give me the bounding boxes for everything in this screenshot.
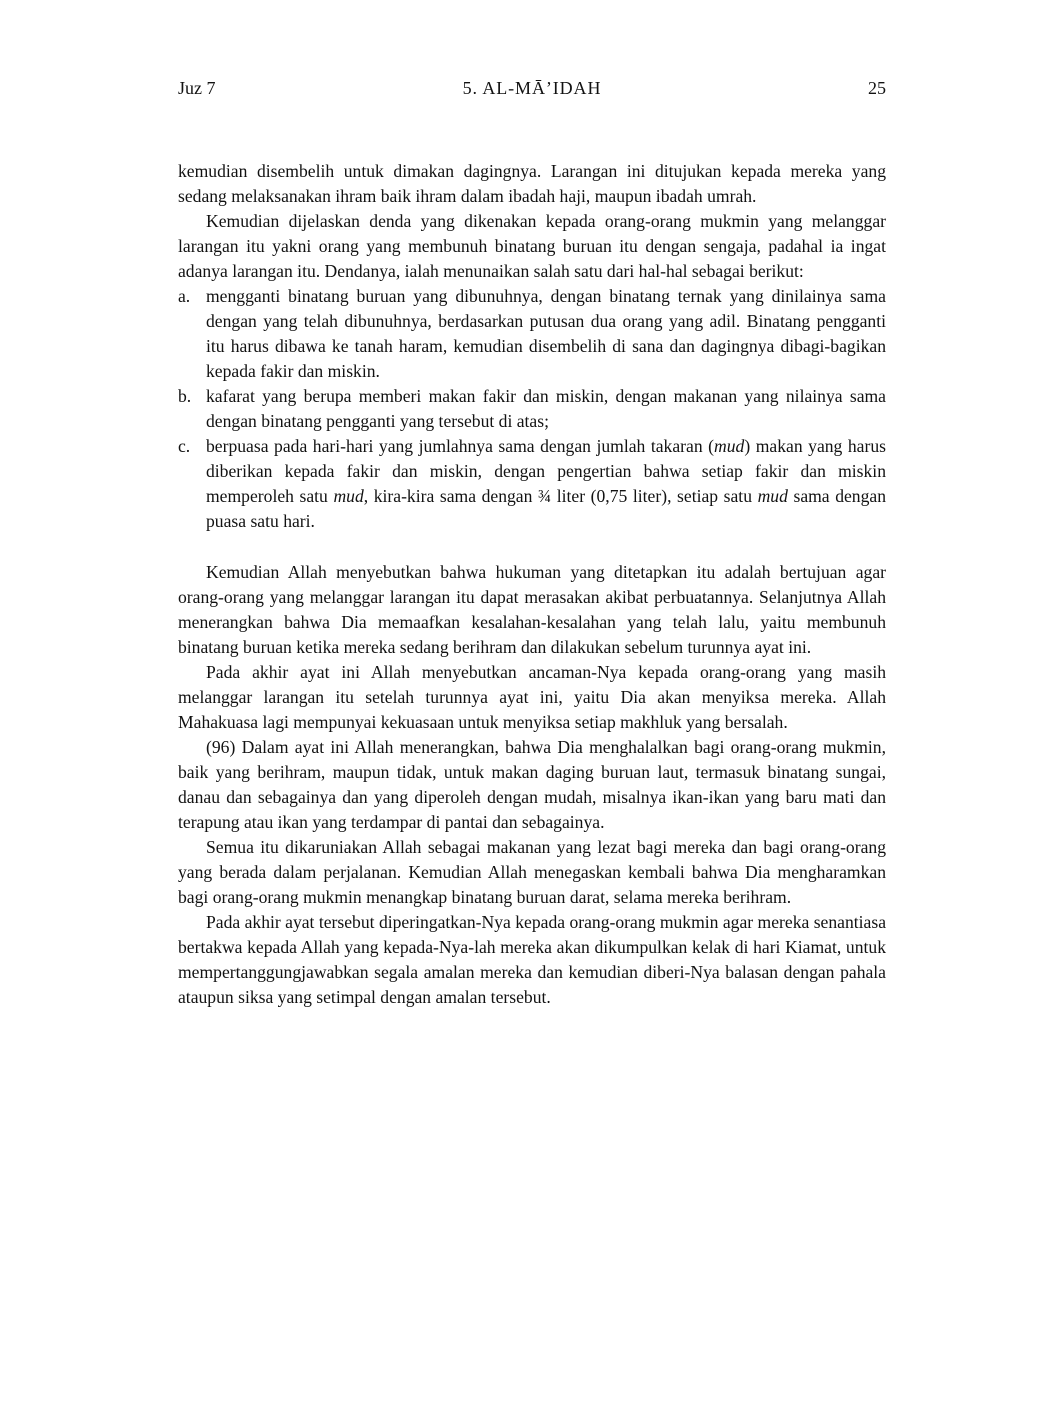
list-marker: c. [178, 436, 191, 456]
paragraph [178, 209, 886, 284]
text-run: Pada akhir ayat tersebut diperingatkan-Nya kepada orang-orang mukmin agar mereka senantiasa bertakwa kepada Allah yang kepada-Nya-lah mereka akan dikumpulkan kelak di hari Kiamat, untuk mempertanggungjawabkan segala amalan mereka dan kemudian diberi-Nya balasan dengan pahala ataupun siksa yang setimpal dengan amalan tersebut. [178, 912, 887, 1007]
paragraph [178, 660, 886, 735]
list-item [178, 434, 886, 534]
surah-title: 5. AL-MĀ’IDAH [462, 78, 602, 98]
text-run: berpuasa pada hari-hari yang jumlahnya sama dengan jumlah takaran ( [206, 436, 715, 456]
list-item [178, 284, 886, 384]
paragraph [178, 560, 886, 660]
page-header [178, 78, 886, 99]
list-item [178, 384, 886, 434]
text-run: mengganti binatang buruan yang dibunuhnya, dengan binatang ternak yang dinilainya sama dengan yang telah dibunuhnya, berdasarkan putusan dua orang yang adil. Binatang pengganti itu harus dibawa ke tanah haram, kemudian disembelih di sana dan dagingnya dibagi-bagikan kepada fakir dan miskin. [206, 286, 886, 381]
paragraph [178, 910, 886, 1010]
text-run: ) makan yang harus diberikan kepada fakir dan miskin, dengan pengertian bahwa setiap fakir dan miskin memperoleh satu [206, 436, 886, 506]
text-run: (96) Dalam ayat ini Allah menerangkan, bahwa Dia menghalalkan bagi orang-orang mukmin, baik yang berihram, maupun tidak, untuk makan daging buruan laut, termasuk binatang sungai, danau dan sebagainya dan yang diperoleh dengan mudah, misalnya ikan-ikan yang baru mati dan terapung atau ikan yang terdampar di pantai dan sebagainya. [178, 737, 886, 832]
text-run: kafarat yang berupa memberi makan fakir dan miskin, dengan makanan yang nilainya sama dengan binatang pengganti yang tersebut di atas; [206, 386, 886, 431]
text-run: Kemudian dijelaskan denda yang dikenakan kepada orang-orang mukmin yang melanggar larangan itu yakni orang yang membunuh binatang buruan itu dengan sengaja, padahal ia ingat adanya larangan itu. Dendanya, ialah menunaikan salah satu dari hal-hal sebagai berikut: [178, 211, 886, 281]
list-marker: a. [178, 286, 191, 306]
list-marker: b. [178, 386, 192, 406]
text-run: kemudian disembelih untuk dimakan dagingnya. Larangan ini ditujukan kepada mereka yang sedang melaksanakan ihram baik ihram dalam ibadah haji, maupun ibadah umrah. [178, 161, 886, 206]
text-run: Semua itu dikaruniakan Allah sebagai makanan yang lezat bagi mereka dan bagi orang-orang yang berada dalam perjalanan. Kemudian Allah menegaskan kembali bahwa Dia mengharamkan bagi orang-orang mukmin menangkap binatang buruan darat, selama mereka berihram. [178, 837, 886, 907]
text-run: sama dengan puasa satu hari. [206, 486, 886, 531]
paragraph [178, 735, 886, 835]
paragraph [178, 159, 886, 209]
text-run: , kira-kira sama dengan ¾ liter (0,75 liter), setiap satu [363, 486, 758, 506]
italic-text-run: mud [757, 486, 788, 506]
italic-text-run: mud [714, 436, 745, 456]
paragraph [178, 835, 886, 910]
juz-label: Juz 7 [178, 78, 216, 98]
page-number: 25 [868, 78, 886, 98]
text-run: Kemudian Allah menyebutkan bahwa hukuman yang ditetapkan itu adalah bertujuan agar orang-orang yang melanggar larangan itu dapat merasakan akibat perbuatannya. Selanjutnya Allah menerangkan bahwa Dia memaafkan kesalahan-kesalahan yang telah lalu, yaitu membunuh binatang buruan ketika mereka sedang berihram dan dilakukan sebelum turunnya ayat ini. [178, 562, 886, 657]
italic-text-run: mud [333, 486, 364, 506]
text-run: Pada akhir ayat ini Allah menyebutkan ancaman-Nya kepada orang-orang yang masih melanggar larangan itu setelah turunnya ayat ini, yaitu Dia akan menyiksa mereka. Allah Mahakuasa lagi mempunyai kekuasaan untuk menyiksa setiap makhluk yang bersalah. [178, 662, 886, 732]
page-body [178, 159, 886, 1010]
